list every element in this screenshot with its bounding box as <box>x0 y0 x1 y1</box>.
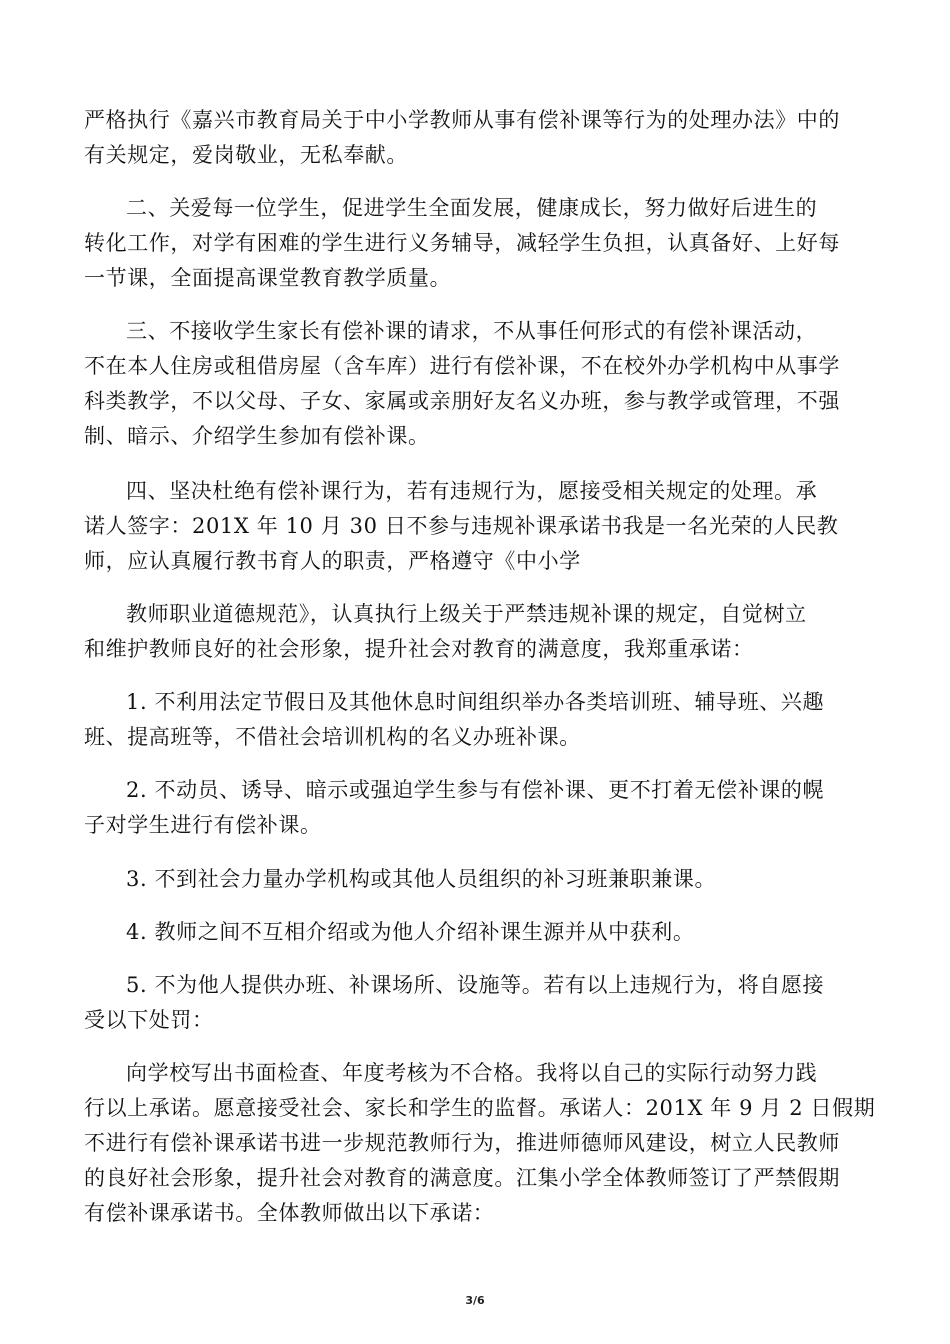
paragraph-item-two <box>84 191 874 296</box>
text-line: 制、暗示、介绍学生参加有偿补课。 <box>84 424 430 448</box>
text-line: 有关规定，爱岗敬业，无私奉献。 <box>84 143 408 167</box>
text-line: 四、坚决杜绝有偿补课行为，若有违规行为，愿接受相关规定的处理。承 <box>126 479 818 503</box>
text-line: 二、关爱每一位学生，促进学生全面发展，健康成长，努力做好后进生的 <box>126 196 818 220</box>
text-line: 诺人签字：201X 年 10 月 30 日不参与违规补课承诺书我是一名光荣的人民教 <box>84 514 839 538</box>
pledge-item-2 <box>84 773 874 843</box>
pledge-item-4 <box>84 915 874 950</box>
text-line: 2. 不动员、诱导、暗示或强迫学生参与有偿补课、更不打着无偿补课的幌 <box>126 778 825 802</box>
text-line: 行以上承诺。愿意接受社会、家长和学生的监督。承诺人：201X 年 9 月 2 日假期 <box>84 1096 876 1120</box>
text-line: 不进行有偿补课承诺书进一步规范教师行为，推进师德师风建设，树立人民教师 <box>84 1131 840 1155</box>
text-line: 和维护教师良好的社会形象，提升社会对教育的满意度，我郑重承诺： <box>84 637 754 661</box>
text-line: 受以下处罚： <box>84 1008 214 1032</box>
text-line: 转化工作，对学有困难的学生进行义务辅导，减轻学生负担，认真备好、上好每 <box>84 231 840 255</box>
text-line: 班、提高班等，不借社会培训机构的名义办班补课。 <box>84 725 581 749</box>
text-line: 师，应认真履行教书育人的职责，严格遵守《中小学 <box>84 549 581 573</box>
text-line: 一节课，全面提高课堂教育教学质量。 <box>84 266 452 290</box>
pledge-item-1 <box>84 685 874 755</box>
text-line: 子对学生进行有偿补课。 <box>84 813 322 837</box>
paragraph-item-three <box>84 314 874 454</box>
text-line: 教师职业道德规范》，认真执行上级关于严禁违规补课的规定，自觉树立 <box>126 602 807 626</box>
text-line: 有偿补课承诺书。全体教师做出以下承诺： <box>84 1201 495 1225</box>
text-line: 向学校写出书面检查、年度考核为不合格。我将以自己的实际行动努力践 <box>126 1061 818 1085</box>
page-number: 3/6 <box>465 1294 485 1307</box>
text-line: 1. 不利用法定节假日及其他休息时间组织举办各类培训班、辅导班、兴趣 <box>126 690 825 714</box>
paragraph-penalty-and-pledge <box>84 1056 874 1231</box>
paragraph-code-of-ethics <box>84 597 874 667</box>
text-line: 三、不接收学生家长有偿补课的请求，不从事任何形式的有偿补课活动， <box>126 319 818 343</box>
text-line: 科类教学，不以父母、子女、家属或亲朋好友名义办班，参与教学或管理，不强 <box>84 389 840 413</box>
pledge-item-3 <box>84 862 874 897</box>
text-line: 不在本人住房或租借房屋（含车库）进行有偿补课，不在校外办学机构中从事学 <box>84 354 840 378</box>
text-line: 严格执行《嘉兴市教育局关于中小学教师从事有偿补课等行为的处理办法》中的 <box>84 108 840 132</box>
text-line: 4. 教师之间不互相介绍或为他人介绍补课生源并从中获利。 <box>126 920 695 944</box>
text-line: 的良好社会形象，提升社会对教育的满意度。江集小学全体教师签订了严禁假期 <box>84 1166 840 1190</box>
paragraph-regulation-continuation <box>84 103 874 173</box>
text-line: 5. 不为他人提供办班、补课场所、设施等。若有以上违规行为，将自愿接 <box>126 973 825 997</box>
pledge-item-5 <box>84 968 874 1038</box>
text-line: 3. 不到社会力量办学机构或其他人员组织的补习班兼职兼课。 <box>126 867 717 891</box>
paragraph-item-four <box>84 474 874 579</box>
